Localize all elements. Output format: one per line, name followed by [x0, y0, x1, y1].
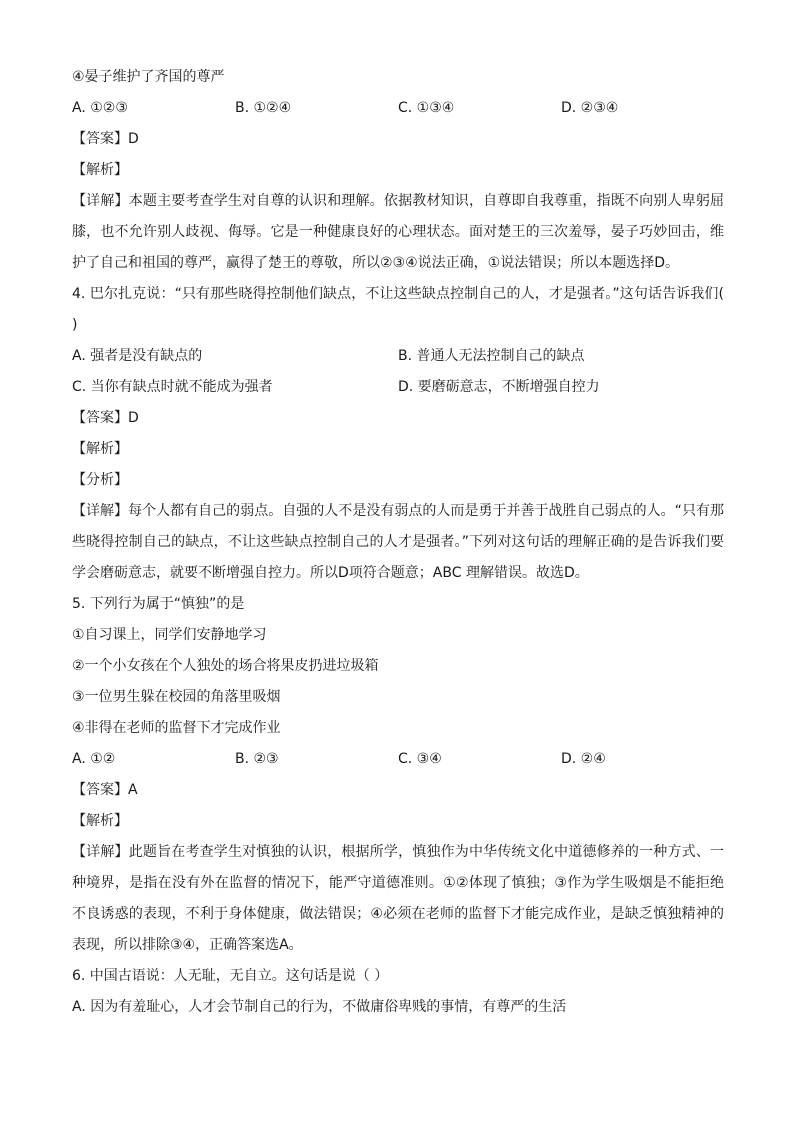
q4-analysis-heading: 【解析】 [72, 441, 128, 457]
q3-item-4: ④晏子维护了齐国的尊严 [72, 69, 225, 85]
q4-stem: 4. 巴尔扎克说：“只有那些晓得控制他们缺点，不让这些缺点控制自己的人，才是强者。”这句话告诉我们( ) [72, 286, 752, 333]
q5-detail: 【详解】此题旨在考查学生对慎独的认识，根据所学，慎独作为中华传统文化中道德修养的一种方式、一种境界，是指在没有外在监督的情况下，能严守道德准则。①②体现了慎独；③作为学生吸烟是不能拒绝不良诱惑的表现，不利于身体健康，做法错误；④必须在老师的监督下才能完成作业，是缺乏慎独精神的表现，所以排除③④，正确答案选A。 [72, 844, 724, 953]
q4-options-row-1 [72, 341, 724, 372]
q3-answer: 【答案】D [72, 131, 139, 147]
q4-option-d: D. 要磨砺意志，不断增强自控力 [398, 379, 600, 395]
q5-option-d: D. ②④ [561, 751, 606, 767]
document-page [72, 62, 752, 1023]
q5-option-b: B. ②③ [235, 751, 279, 767]
q5-item-1: ①自习课上，同学们安静地学习 [72, 627, 267, 643]
q4-option-c: C. 当你有缺点时就不能成为强者 [72, 379, 273, 395]
q3-analysis-heading: 【解析】 [72, 162, 128, 178]
q4-options-row-2 [72, 372, 724, 403]
q3-option-a: A. ①②③ [72, 100, 128, 116]
q3-option-b: B. ①②④ [235, 100, 292, 116]
q5-item-2: ②一个小女孩在个人独处的场合将果皮扔进垃圾箱 [72, 658, 379, 674]
q6-stem: 6. 中国古语说：人无耻，无自立。这句话是说（ ） [72, 968, 389, 984]
q6-option-a: A. 因为有羞耻心，人才会节制自己的行为，不做庸俗卑贱的事情，有尊严的生活 [72, 999, 567, 1015]
q5-option-a: A. ①② [72, 751, 116, 767]
q5-answer: 【答案】A [72, 782, 138, 798]
q4-detail: 【详解】每个人都有自己的弱点。自强的人不是没有弱点的人而是勇于并善于战胜自己弱点的人。“只有那些晓得控制自己的缺点，不让这些缺点控制自己的人才是强者。”下列对这句话的理解正确的是告诉我们要学会磨砺意志，就要不断增强自控力。所以D项符合题意；ABC 理解错误。故选D。 [72, 503, 724, 581]
q3-options [72, 93, 724, 124]
q5-analysis-heading: 【解析】 [72, 813, 128, 829]
q4-fenxi-heading: 【分析】 [72, 472, 128, 488]
q4-answer: 【答案】D [72, 410, 139, 426]
q3-option-c: C. ①③④ [398, 100, 455, 116]
q5-item-4: ④非得在老师的监督下才完成作业 [72, 720, 281, 736]
q5-option-c: C. ③④ [398, 751, 442, 767]
q4-option-a: A. 强者是没有缺点的 [72, 348, 203, 364]
q4-option-b: B. 普通人无法控制自己的缺点 [398, 348, 585, 364]
q5-options [72, 744, 724, 775]
q3-option-d: D. ②③④ [561, 100, 619, 116]
q5-item-3: ③一位男生躲在校园的角落里吸烟 [72, 689, 281, 705]
q3-detail: 【详解】本题主要考查学生对自尊的认识和理解。依据教材知识，自尊即自我尊重，指既不向别人卑躬屈膝，也不允许别人歧视、侮辱。它是一种健康良好的心理状态。面对楚王的三次羞辱，晏子巧妙回击，维护了自己和祖国的尊严，赢得了楚王的尊敬，所以②③④说法正确，①说法错误；所以本题选择D。 [72, 193, 724, 271]
q5-stem: 5. 下列行为属于“慎独”的是 [72, 596, 245, 612]
